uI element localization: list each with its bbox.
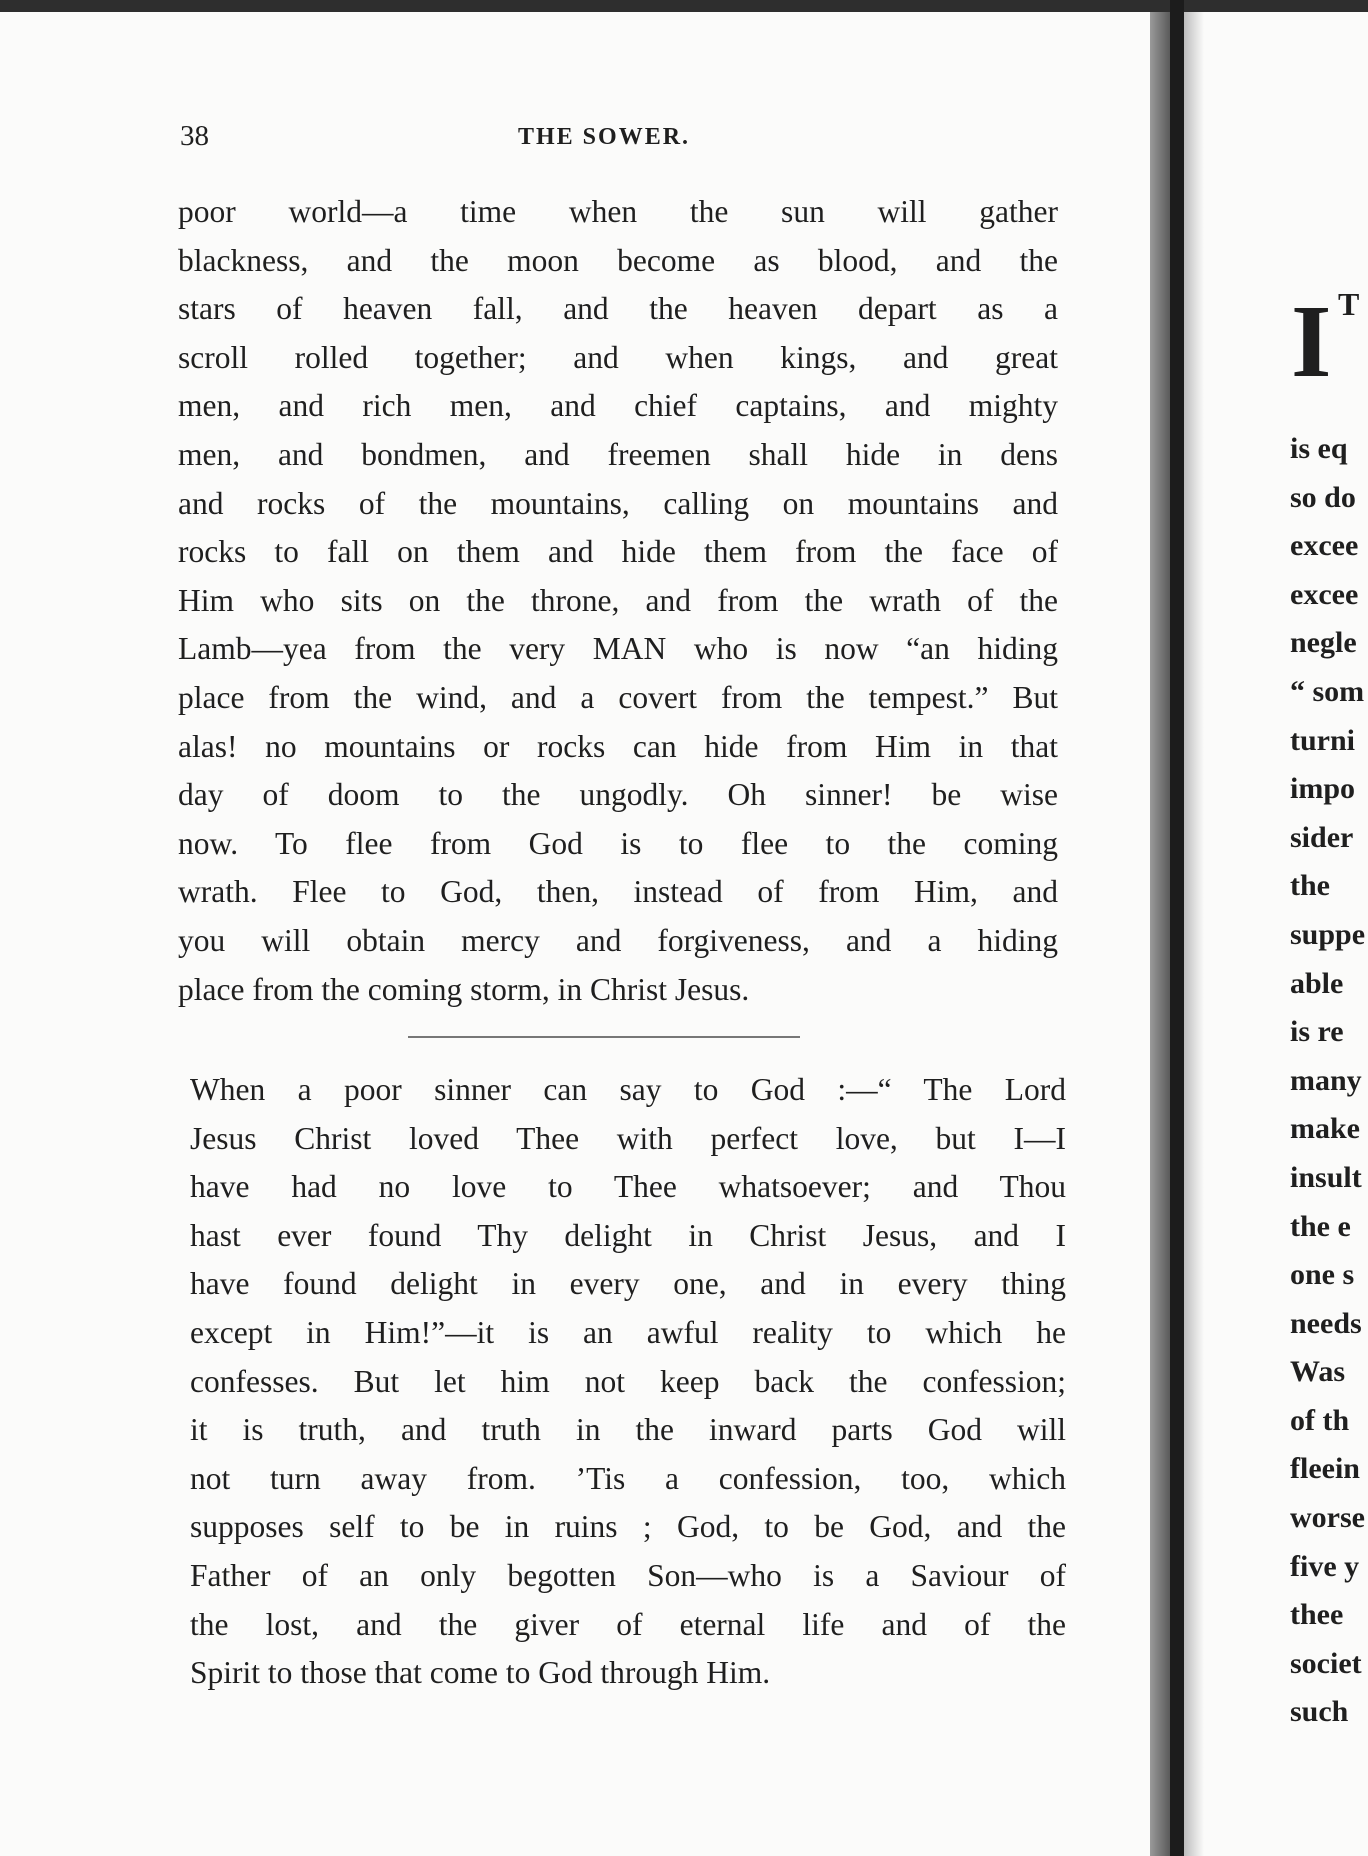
- text-line: negle: [1290, 626, 1357, 660]
- top-edge: [0, 0, 1368, 12]
- text-line: many: [1290, 1063, 1362, 1097]
- paragraph-2: [190, 1066, 1070, 1698]
- text-line: Him who sits on the throne, and from the wrath of the: [178, 582, 1058, 618]
- text-line: suppe: [1290, 917, 1366, 951]
- text-line: sider: [1290, 820, 1354, 854]
- text-line: alas! no mountains or rocks can hide from Him in that: [178, 728, 1058, 764]
- text-line: it is truth, and truth in the inward parts God will: [190, 1412, 1066, 1448]
- text-line: day of doom to the ungodly. Oh sinner! be wise: [178, 777, 1058, 813]
- text-line: turni: [1290, 723, 1356, 757]
- text-line: confesses. But let him not keep back the confession;: [190, 1363, 1066, 1399]
- text-line: needs: [1290, 1306, 1362, 1340]
- text-line: Father of an only begotten Son—who is a Saviour of: [190, 1557, 1066, 1593]
- text-line: now. To flee from God is to flee to the coming: [178, 825, 1058, 861]
- text-line: poor world—a time when the sun will gather: [178, 194, 1058, 229]
- text-line: make: [1290, 1112, 1360, 1146]
- text-line: worse: [1290, 1501, 1365, 1535]
- running-head: [180, 120, 1060, 160]
- text-line: wrath. Flee to God, then, instead of from Him, and: [178, 874, 1058, 910]
- text-line: able: [1290, 966, 1344, 1000]
- text-line: supposes self to be in ruins ; God, to be God, and the: [190, 1509, 1066, 1545]
- text-line: you will obtain mercy and forgiveness, and a hiding: [178, 922, 1058, 958]
- right-gutter: [1184, 12, 1204, 1856]
- text-line: the: [1290, 869, 1330, 903]
- text-line: men, and rich men, and chief captains, and mighty: [178, 388, 1058, 424]
- text-line: rocks to fall on them and hide them from the face of: [178, 534, 1058, 570]
- text-line: excee: [1290, 529, 1359, 563]
- text-line: of th: [1290, 1403, 1350, 1437]
- text-line: the e: [1290, 1209, 1351, 1243]
- text-line: so do: [1290, 480, 1356, 514]
- text-line: men, and bondmen, and freemen shall hide in dens: [178, 436, 1058, 472]
- text-line: one s: [1290, 1258, 1355, 1292]
- text-line: insult: [1290, 1160, 1362, 1194]
- text-line: hast ever found Thy delight in Christ Jesus, and I: [190, 1217, 1066, 1253]
- paragraph-1: [178, 188, 1058, 1014]
- text-line: have found delight in every one, and in every thing: [190, 1266, 1066, 1302]
- section-separator: [408, 1036, 800, 1038]
- text-line: the lost, and the giver of eternal life and of the: [190, 1606, 1066, 1642]
- text-line: is eq: [1290, 432, 1348, 465]
- text-line: Was: [1290, 1355, 1346, 1389]
- text-line: “ som: [1290, 674, 1365, 708]
- text-line: scroll rolled together; and when kings, and great: [178, 339, 1058, 375]
- text-line: impo: [1290, 772, 1356, 806]
- text-line: such: [1290, 1695, 1349, 1729]
- text-line: fleein: [1290, 1452, 1360, 1486]
- text-line: five y: [1290, 1549, 1360, 1583]
- text-line: place from the coming storm, in Christ Jesus.: [178, 971, 750, 1007]
- spine-shadow: [1150, 12, 1170, 1856]
- text-line: have had no love to Thee whatsoever; and Thou: [190, 1169, 1066, 1205]
- text-line: is re: [1290, 1015, 1344, 1049]
- text-line: not turn away from. ’Tis a confession, too, which: [190, 1460, 1066, 1496]
- text-line: and rocks of the mountains, calling on mountains and: [178, 485, 1058, 521]
- drop-cap: I: [1291, 284, 1332, 399]
- text-line: blackness, and the moon become as blood, and the: [178, 242, 1058, 278]
- right-page-text: [1290, 425, 1368, 1737]
- text-line: Jesus Christ loved Thee with perfect love, but I—I: [190, 1120, 1066, 1156]
- text-line: thee: [1290, 1598, 1344, 1632]
- text-line: place from the wind, and a covert from the tempest.” But: [178, 679, 1058, 715]
- text-line: stars of heaven fall, and the heaven depart as a: [178, 291, 1058, 327]
- book-spine: [1170, 0, 1184, 1856]
- text-line: Lamb—yea from the very MAN who is now “an hiding: [178, 631, 1058, 667]
- text-line: When a poor sinner can say to God :—“ The Lord: [190, 1072, 1066, 1107]
- drop-cap-small: T: [1338, 286, 1360, 322]
- header-title: THE SOWER.: [518, 124, 691, 150]
- text-line: societ: [1290, 1646, 1362, 1680]
- text-line: except in Him!”—it is an awful reality to which he: [190, 1314, 1066, 1350]
- page-number: 38: [180, 120, 209, 152]
- text-line: Spirit to those that come to God through Him.: [190, 1655, 771, 1691]
- text-line: excee: [1290, 577, 1359, 611]
